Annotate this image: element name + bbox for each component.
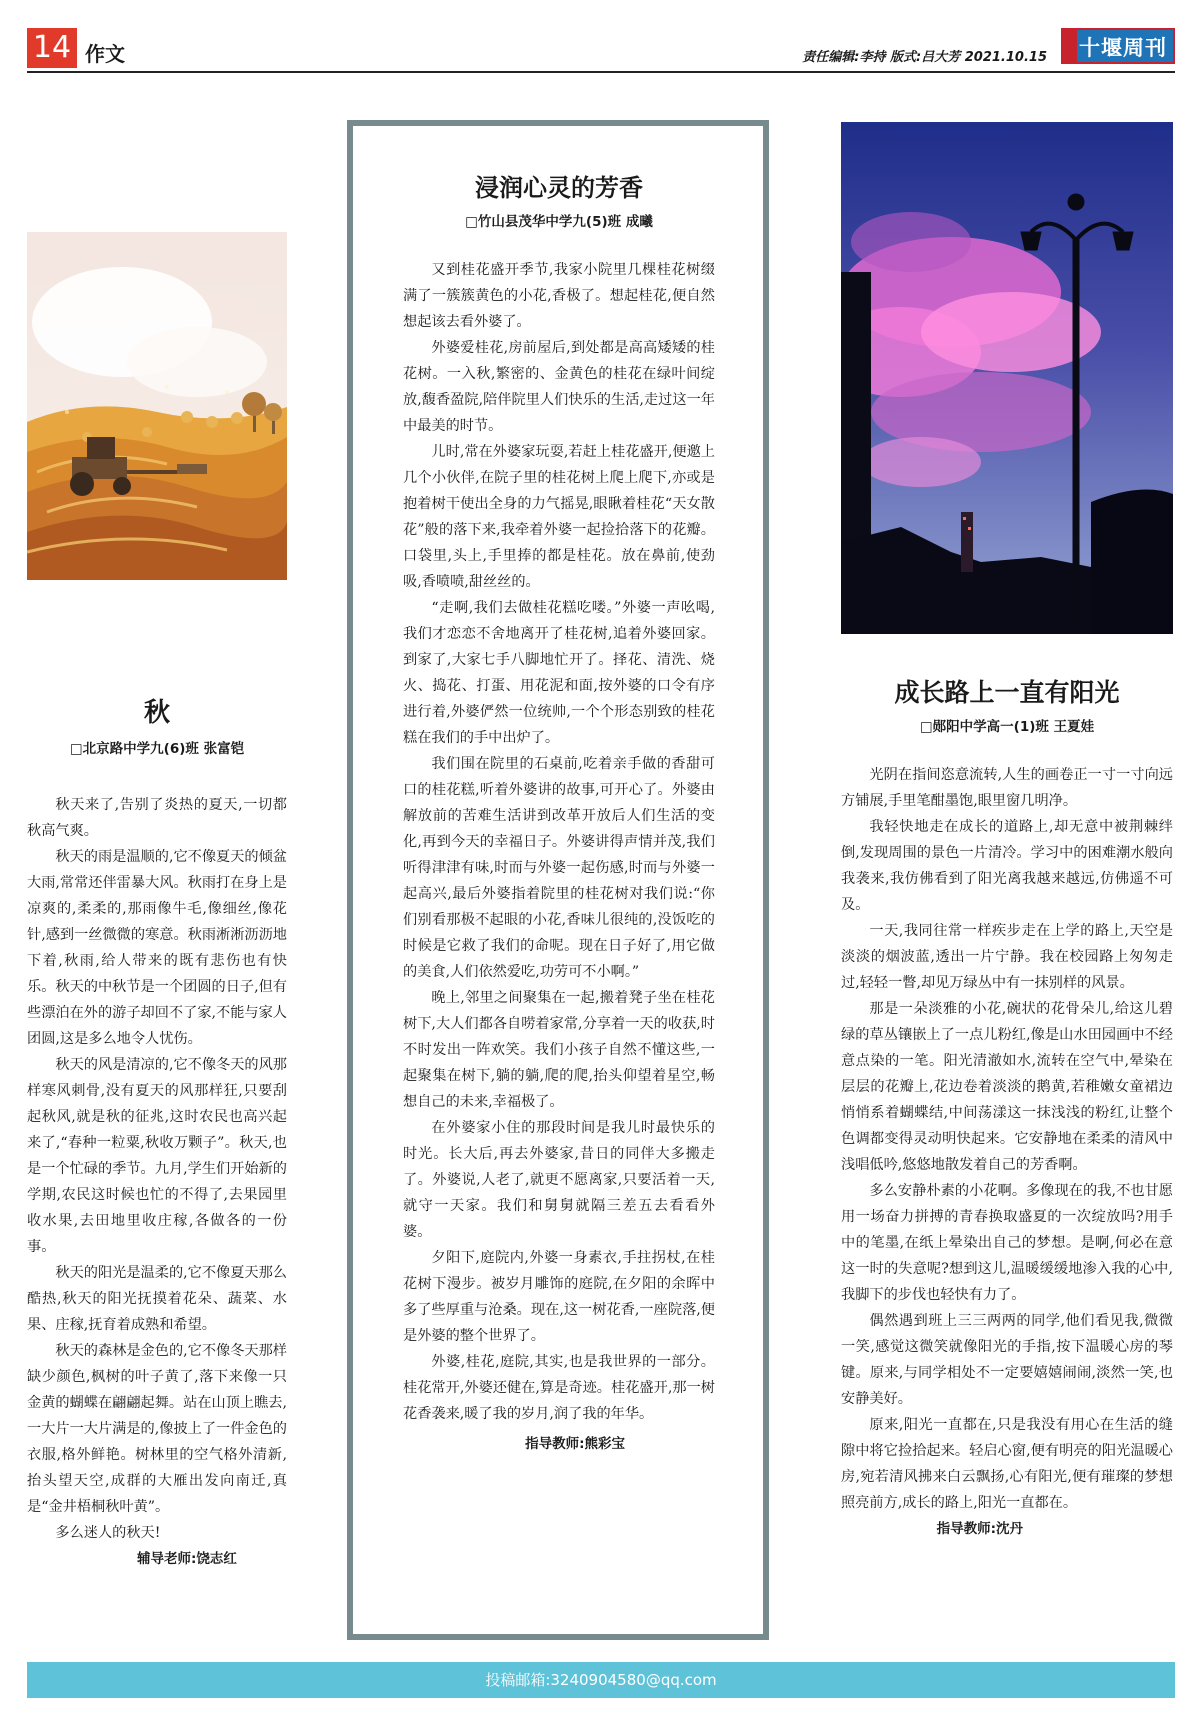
paragraph: 一天,我同往常一样疾步走在上学的路上,天空是淡淡的烟波蓝,透出一片宁静。我在校园路上匆匆走过,轻轻一瞥,却见万绿丛中有一抹别样的风景。 bbox=[841, 923, 1173, 991]
paragraph: 秋天来了,告别了炎热的夏天,一切都秋高气爽。 bbox=[27, 797, 287, 839]
section-name: 作文 bbox=[85, 42, 125, 66]
paragraph: 我轻快地走在成长的道路上,却无意中被荆棘绊倒,发现周围的景色一片清冷。学习中的困难潮水般向我袭来,我仿佛看到了阳光离我越来越远,仿佛遥不可及。 bbox=[841, 819, 1173, 913]
masthead-logo bbox=[1061, 28, 1175, 64]
masthead-red-block bbox=[1063, 30, 1077, 62]
footer-bar bbox=[27, 1662, 1175, 1698]
article-teacher: 辅导老师:饶志红 bbox=[137, 1551, 237, 1567]
article-title: 秋 bbox=[143, 698, 170, 728]
paragraph: 夕阳下,庭院内,外婆一身素衣,手拄拐杖,在桂花树下漫步。被岁月雕饰的庭院,在夕阳的余晖中多了些厚重与沧桑。现在,这一树花香,一座院落,便是外婆的整个世界了。 bbox=[403, 1250, 715, 1344]
paragraph: 在外婆家小住的那段时间是我儿时最快乐的时光。长大后,再去外婆家,昔日的同伴大多搬走了。外婆说,人老了,就更不愿离家,只要活着一天,就守一天家。我们和舅舅就隔三差五去看看外婆。 bbox=[403, 1120, 715, 1240]
paragraph: 多么安静朴素的小花啊。多像现在的我,不也甘愿用一场奋力拼搏的青春换取盛夏的一次绽放吗?用手中的笔墨,在纸上晕染出自己的梦想。是啊,何必在意这一时的失意呢?想到这儿,温暖缓缓地渗入我的心中,我脚下的步伐也轻快有力了。 bbox=[841, 1183, 1173, 1303]
paragraph: 儿时,常在外婆家玩耍,若赶上桂花盛开,便邀上几个小伙伴,在院子里的桂花树上爬上爬下,亦或是抱着树干使出全身的力气摇晃,眼瞅着桂花“天女散花”般的落下来,我牵着外婆一起捡拾落下的花瓣。口袋里,头上,手里捧的都是桂花。放在鼻前,使劲吸,香喷喷,甜丝丝的。 bbox=[403, 444, 715, 590]
article-byline: □北京路中学九(6)班 张富铠 bbox=[69, 741, 245, 757]
paragraph: 那是一朵淡雅的小花,碗状的花骨朵儿,给这儿碧绿的草丛镶嵌上了一点儿粉红,像是山水田园画中不经意点染的一笔。阳光清澈如水,流转在空气中,晕染在层层的花瓣上,花边卷着淡淡的鹅黄,若稚嫩女童裙边悄悄系着蝴蝶结,中间荡漾这一抹浅浅的粉红,让整个色调都变得灵动明快起来。它安静地在柔柔的清风中浅唱低吟,悠悠地散发着自己的芳香啊。 bbox=[841, 1001, 1173, 1173]
paragraph: 偶然遇到班上三三两两的同学,他们看见我,微微一笑,感觉这微笑就像阳光的手指,按下温暖心房的琴键。原来,与同学相处不一定要嬉嬉闹闹,淡然一笑,也安静美好。 bbox=[841, 1313, 1173, 1407]
paragraph: 秋天的森林是金色的,它不像冬天那样缺少颜色,枫树的叶子黄了,落下来像一只金黄的蝴蝶在翩翩起舞。站在山顶上瞧去,一大片一大片满是的,像披上了一件金色的衣服,格外鲜艳。树林里的空气格外清新,抬头望天空,成群的大雁出发向南迁,真是“金井梧桐秋叶黄”。 bbox=[27, 1343, 287, 1515]
paragraph: 秋天的风是清凉的,它不像冬天的风那样寒风刺骨,没有夏天的风那样狂,只要刮起秋风,就是秋的征兆,这时农民也高兴起来了,“春种一粒粟,秋收万颗子”。秋天,也是一个忙碌的季节。九月,学生们开始新的学期,农民这时候也忙的不得了,去果园里收水果,去田地里收庄稼,各做各的一份事。 bbox=[27, 1057, 287, 1255]
article-teacher: 指导教师:沈丹 bbox=[936, 1521, 1023, 1537]
submission-email[interactable]: 投稿邮箱:3240904580@qq.com bbox=[485, 1671, 717, 1689]
paragraph: “走啊,我们去做桂花糕吃喽。”外婆一声吆喝,我们才恋恋不舍地离开了桂花树,追着外婆回家。到家了,大家七手八脚地忙开了。择花、清洗、烧火、捣花、打蛋、用花泥和面,按外婆的口令有序进行着,外婆俨然一位统帅,一个个形态别致的桂花糕在我们的手中出炉了。 bbox=[403, 600, 715, 746]
masthead-title: 十堰周刊 bbox=[1079, 35, 1167, 60]
autumn-field-illustration bbox=[27, 232, 287, 580]
paragraph: 秋天的阳光是温柔的,它不像夏天那么酷热,秋天的阳光抚摸着花朵、蔬菜、水果、庄稼,抚育着成熟和希望。 bbox=[27, 1265, 287, 1333]
paragraph: 秋天的雨是温顺的,它不像夏天的倾盆大雨,常常还伴雷暴大风。秋雨打在身上是凉爽的,柔柔的,那雨像牛毛,像细丝,像花针,感到一丝微微的寒意。秋雨淅淅沥沥地下着,秋雨,给人带来的既有悲伤也有快乐。秋天的中秋节是一个团圆的日子,但有些漂泊在外的游子却回不了家,不能与家人团圆,这是多么地令人忧伤。 bbox=[27, 849, 287, 1047]
paragraph: 我们围在院里的石桌前,吃着亲手做的香甜可口的桂花糕,听着外婆讲的故事,可开心了。外婆由解放前的苦难生活讲到改革开放后人们生活的变化,再到今天的幸福日子。外婆讲得声情并茂,我们听得津津有味,时而与外婆一起伤感,时而与外婆一起高兴,最后外婆指着院里的桂花树对我们说:“你们别看那极不起眼的小花,香味儿很纯的,没饭吃的时候是它救了我们的命呢。现在日子好了,用它做的美食,人们依然爱吃,功劳可不小啊。” bbox=[403, 756, 715, 980]
paragraph: 外婆爱桂花,房前屋后,到处都是高高矮矮的桂花树。一入秋,繁密的、金黄色的桂花在绿叶间绽放,馥香盈院,陪伴院里人们快乐的生活,走过这一年中最美的时节。 bbox=[403, 340, 715, 434]
article-middle bbox=[403, 175, 715, 1457]
article-title: 浸润心灵的芳香 bbox=[475, 173, 643, 202]
paragraph: 多么迷人的秋天! bbox=[55, 1525, 161, 1541]
editor-credits: 责任编辑:李持 版式:吕大芳 2021.10.15 bbox=[802, 50, 1047, 65]
page-number: 14 bbox=[27, 28, 77, 68]
article-teacher: 指导教师:熊彩宝 bbox=[525, 1436, 625, 1452]
article-left bbox=[27, 700, 287, 1572]
paragraph: 晚上,邻里之间聚集在一起,搬着凳子坐在桂花树下,大人们都各自唠着家常,分享着一天的收获,时不时发出一阵欢笑。我们小孩子自然不懂这些,一起聚集在树下,躺的躺,爬的爬,抬头仰望着星空,畅想自己的未来,幸福极了。 bbox=[403, 990, 715, 1110]
header-rule bbox=[27, 71, 1175, 73]
sunset-streetlamp-photo bbox=[841, 122, 1173, 634]
article-title: 成长路上一直有阳光 bbox=[894, 678, 1120, 707]
article-right bbox=[841, 680, 1173, 1542]
paragraph: 又到桂花盛开季节,我家小院里几棵桂花树缀满了一簇簇黄色的小花,香极了。想起桂花,便自然想起该去看外婆了。 bbox=[403, 262, 715, 330]
paragraph: 外婆,桂花,庭院,其实,也是我世界的一部分。桂花常开,外婆还健在,算是奇迹。桂花盛开,那一树花香袭来,暖了我的岁月,润了我的年华。 bbox=[403, 1354, 715, 1422]
paragraph: 光阴在指间恣意流转,人生的画卷正一寸一寸向远方铺展,手里笔酣墨饱,眼里窗几明净。 bbox=[841, 767, 1173, 809]
paragraph: 原来,阳光一直都在,只是我没有用心在生活的缝隙中将它捡拾起来。轻启心窗,便有明亮的阳光温暖心房,宛若清风拂来白云飘扬,心有阳光,便有璀璨的梦想照亮前方,成长的路上,阳光一直都在。 bbox=[841, 1417, 1173, 1511]
article-byline: □郧阳中学高一(1)班 王夏娃 bbox=[919, 719, 1095, 735]
article-byline: □竹山县茂华中学九(5)班 成曦 bbox=[465, 214, 653, 230]
page-header bbox=[27, 28, 1175, 70]
